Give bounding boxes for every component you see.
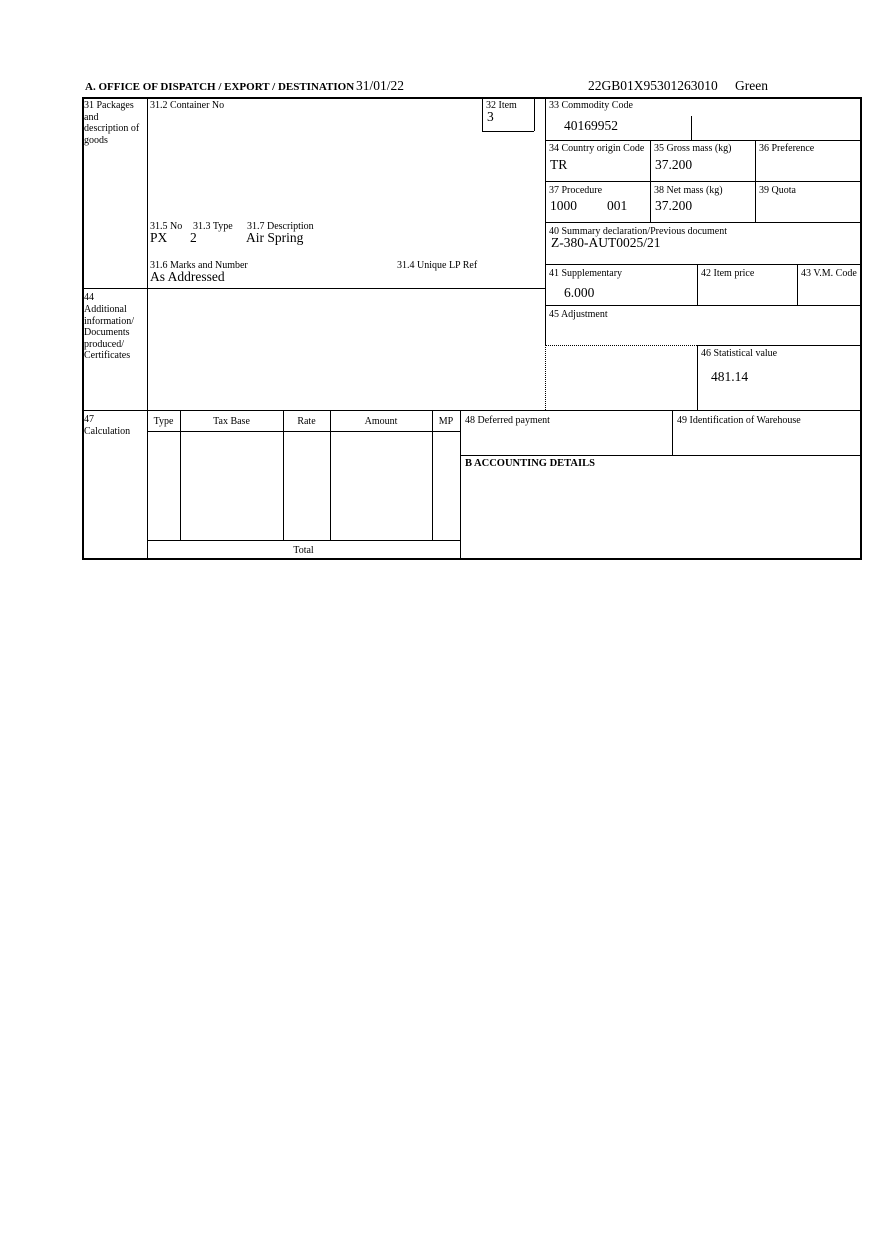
form-outer-border xyxy=(82,97,862,560)
box44-label: Additional information/ Documents produced/ Certificates xyxy=(84,304,134,361)
box40-label: 40 Summary declaration/Previous document xyxy=(549,226,728,237)
box35-label: 35 Gross mass (kg) xyxy=(654,143,732,154)
divider-42-43 xyxy=(797,264,798,305)
divider-left-column xyxy=(147,97,148,560)
calc-divider-type xyxy=(180,410,181,540)
box31-lp-ref-label: 31.4 Unique LP Ref xyxy=(397,260,478,271)
box46-top-border xyxy=(697,345,862,346)
box37-procedure-value-1: 1000 xyxy=(550,198,577,213)
row-line-44-47 xyxy=(82,410,862,411)
row-line-31-44 xyxy=(82,288,545,289)
row-line-45-dotted xyxy=(545,345,697,346)
section-b-title: B ACCOUNTING DETAILS xyxy=(465,458,595,469)
box37-label: 37 Procedure xyxy=(549,185,603,196)
box45-label: 45 Adjustment xyxy=(549,309,608,320)
box31-description-label: 31.7 Description xyxy=(247,221,314,232)
section-a-title: A. OFFICE OF DISPATCH / EXPORT / DESTINATION xyxy=(85,81,355,93)
calc-divider-taxbase xyxy=(283,410,284,540)
box41-supplementary-value: 6.000 xyxy=(564,285,595,300)
box38-label: 38 Net mass (kg) xyxy=(654,185,723,196)
box36-label: 36 Preference xyxy=(759,143,815,154)
box48-label: 48 Deferred payment xyxy=(465,415,550,426)
box31-no-value: PX xyxy=(150,230,168,245)
box34-label: 34 Country origin Code xyxy=(549,143,645,154)
box33-label: 33 Commodity Code xyxy=(549,100,633,111)
box46-label: 46 Statistical value xyxy=(701,348,778,359)
calc-total-label: Total xyxy=(293,545,314,556)
box33-commodity-code-value: 40169952 xyxy=(564,118,618,133)
box31-type-label: 31.3 Type xyxy=(193,221,233,232)
box38-net-mass-value: 37.200 xyxy=(655,198,693,213)
box46-left-border xyxy=(697,345,698,410)
routing-status: Green xyxy=(735,78,768,93)
box31-no-label: 31.5 No xyxy=(150,221,183,232)
box32-left-border xyxy=(482,97,483,131)
row-line-34-36 xyxy=(545,181,862,182)
box39-label: 39 Quota xyxy=(759,185,796,196)
box41-label: 41 Supplementary xyxy=(549,268,623,279)
box40-previous-document-value: Z-380-AUT0025/21 xyxy=(551,235,661,250)
box32-right-border xyxy=(534,97,535,131)
calc-column-type: Type xyxy=(153,416,174,427)
box47-label: Calculation xyxy=(84,426,131,437)
box34-country-origin-value: TR xyxy=(550,157,568,172)
calc-total-top xyxy=(147,540,460,541)
row-line-48-49-bottom xyxy=(460,455,862,456)
calc-divider-amount xyxy=(432,410,433,540)
divider-41-42 xyxy=(697,264,698,305)
row-line-40 xyxy=(545,264,862,265)
row-line-41-43 xyxy=(545,305,862,306)
calc-right-border xyxy=(460,410,461,560)
divider-right-column xyxy=(545,97,546,345)
calc-divider-rate xyxy=(330,410,331,540)
box47-number: 47 xyxy=(84,414,94,425)
box31-type-value: 2 xyxy=(190,230,197,245)
box31-label: 31 Packages and description of goods xyxy=(84,100,140,146)
mrn-number: 22GB01X95301263010 xyxy=(588,78,718,93)
box44-number: 44 xyxy=(84,292,94,303)
calc-column-amount: Amount xyxy=(364,416,398,427)
box43-label: 43 V.M. Code xyxy=(801,268,857,279)
box42-label: 42 Item price xyxy=(701,268,755,279)
box31-container-no-label: 31.2 Container No xyxy=(150,100,225,111)
calc-header-bottom xyxy=(147,431,460,432)
calc-column-mp: MP xyxy=(438,416,454,427)
declaration-date: 31/01/22 xyxy=(356,78,405,93)
row-line-33 xyxy=(545,140,862,141)
box31-description-value: Air Spring xyxy=(246,230,304,245)
box37-procedure-value-2: 001 xyxy=(607,198,628,213)
box35-gross-mass-value: 37.200 xyxy=(655,157,693,172)
box46-statistical-value: 481.14 xyxy=(711,369,749,384)
calc-column-rate: Rate xyxy=(297,416,316,427)
row-line-37-39 xyxy=(545,222,862,223)
box32-label: 32 Item xyxy=(486,100,517,111)
box32-bottom-border xyxy=(482,131,534,132)
calc-column-tax-base: Tax Base xyxy=(213,416,250,427)
divider-48-49 xyxy=(672,410,673,455)
divider-dotted-left-box46 xyxy=(545,345,546,410)
box33-sub-divider xyxy=(691,116,692,140)
box49-label: 49 Identification of Warehouse xyxy=(677,415,801,426)
box32-item-value: 3 xyxy=(487,109,494,124)
box31-marks-label: 31.6 Marks and Number xyxy=(150,260,248,271)
box31-marks-value: As Addressed xyxy=(150,269,225,284)
